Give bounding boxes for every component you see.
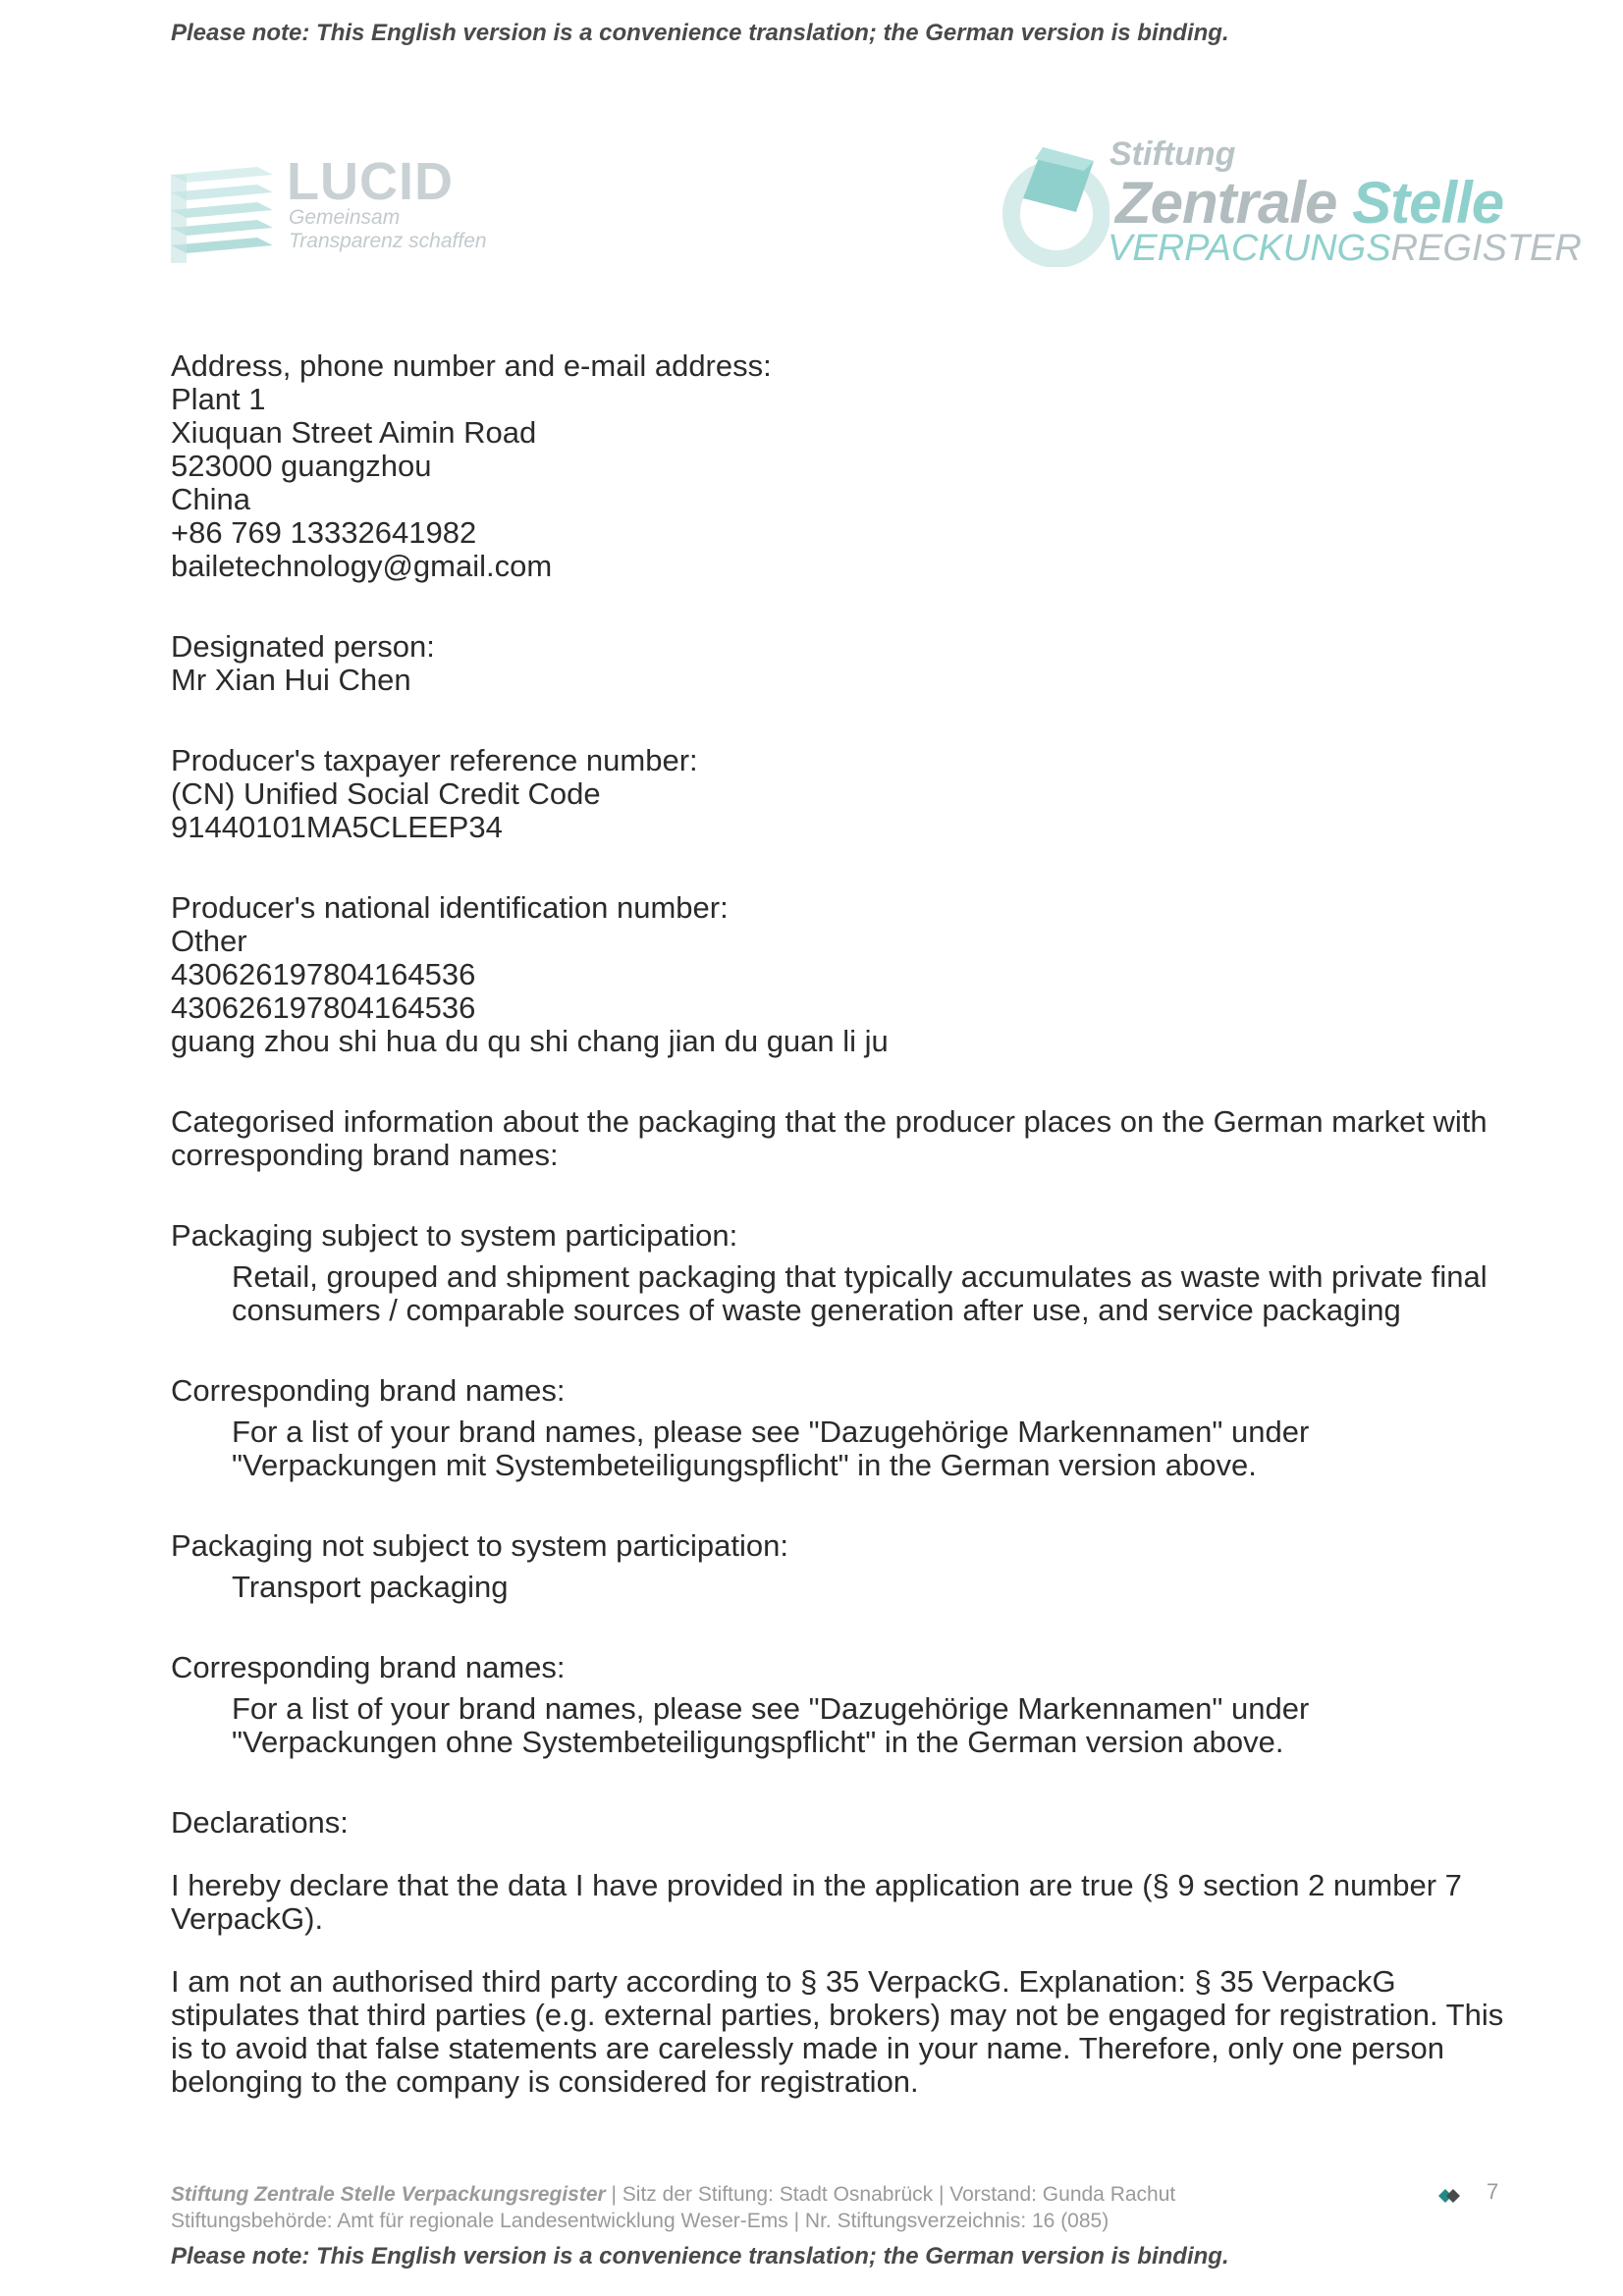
not-system-heading: Packaging not subject to system participation: — [171, 1528, 788, 1563]
national-id-section — [171, 891, 1506, 1058]
lucid-logo — [171, 152, 524, 267]
diamond-icon — [1438, 2186, 1460, 2206]
system-participation-text: consumers / comparable sources of waste generation after use, and service packaging — [232, 1293, 1401, 1327]
not-system-value: Transport packaging — [232, 1570, 509, 1604]
lucid-tagline — [289, 206, 487, 253]
brand-names-heading: Corresponding brand names: — [171, 1650, 566, 1684]
declaration-line: is to avoid that false statements are carelessly made in your name. Therefore, only one person — [171, 2031, 1444, 2065]
categorised-line: corresponding brand names: — [171, 1138, 559, 1172]
footer-org: Stiftung Zentrale Stelle Verpackungsregister — [171, 2183, 606, 2206]
zsvr-verpackungsregister — [1108, 228, 1582, 270]
brand-names-heading: Corresponding brand names: — [171, 1373, 566, 1408]
address-heading: Address, phone number and e-mail address: — [171, 348, 772, 383]
national-id-number: 430626197804164536 — [171, 957, 476, 991]
address-section — [171, 349, 1506, 583]
declaration-line: stipulates that third parties (e.g. external parties, brokers) may not be engaged for registration. This — [171, 1998, 1504, 2032]
phone-number: +86 769 13332641982 — [171, 515, 477, 550]
footer-org-details: | Sitz der Stiftung: Stadt Osnabrück | Vorstand: Gunda Rachut — [605, 2183, 1176, 2206]
binding-notice-top: Please note: This English version is a convenience translation; the German version is binding. — [171, 20, 1229, 46]
zsvr-stiftung: Stiftung — [1109, 135, 1236, 173]
brand-names-text: "Verpackungen mit Systembeteiligungspflicht" in the German version above. — [232, 1448, 1257, 1482]
zsvr-register-word: REGISTER — [1390, 228, 1582, 269]
taxpayer-number: 91440101MA5CLEEP34 — [171, 810, 503, 844]
declaration-third-party — [171, 1965, 1506, 2099]
system-participation-heading: Packaging subject to system participation: — [171, 1218, 738, 1253]
binding-notice-bottom: Please note: This English version is a convenience translation; the German version is binding. — [171, 2243, 1229, 2269]
taxpayer-heading: Producer's taxpayer reference number: — [171, 743, 698, 777]
categorised-line: Categorised information about the packaging that the producer places on the German market with — [171, 1104, 1488, 1139]
address-line: Xiuquan Street Aimin Road — [171, 415, 537, 450]
zsvr-logo — [1000, 135, 1582, 273]
footer-line-1 — [171, 2181, 1516, 2208]
zsvr-stelle-word: Stelle — [1352, 170, 1504, 236]
declaration-line: I am not an authorised third party according to § 35 VerpackG. Explanation: § 35 VerpackG — [171, 1964, 1396, 1999]
brand-names-section-1 — [171, 1374, 1506, 1482]
brand-names-text: For a list of your brand names, please see "Dazugehörige Markennamen" under — [232, 1415, 1310, 1449]
page-footer — [171, 2181, 1516, 2234]
address-line: 523000 guangzhou — [171, 449, 432, 483]
document-body — [171, 349, 1506, 2099]
declaration-line: belonging to the company is considered for registration. — [171, 2064, 919, 2099]
email-address: bailetechnology@gmail.com — [171, 549, 553, 583]
address-line: China — [171, 482, 250, 516]
zsvr-zentrale-stelle — [1115, 169, 1503, 237]
system-participation-text: Retail, grouped and shipment packaging that typically accumulates as waste with private final — [232, 1259, 1488, 1294]
declaration-line: I hereby declare that the data I have provided in the application are true (§ 9 section 2 number 7 — [171, 1868, 1462, 1902]
taxpayer-type: (CN) Unified Social Credit Code — [171, 776, 601, 811]
not-system-section — [171, 1529, 1506, 1604]
national-id-heading: Producer's national identification number: — [171, 890, 729, 925]
address-line: Plant 1 — [171, 382, 266, 416]
designated-name: Mr Xian Hui Chen — [171, 663, 411, 697]
brand-names-text: "Verpackungen ohne Systembeteiligungspflicht" in the German version above. — [232, 1725, 1284, 1759]
brand-names-text: For a list of your brand names, please see "Dazugehörige Markennamen" under — [232, 1691, 1310, 1726]
lucid-title: LUCID — [287, 152, 454, 211]
footer-line-2: Stiftungsbehörde: Amt für regionale Landesentwicklung Weser-Ems | Nr. Stiftungsverzeichnis: 16 (085) — [171, 2210, 1109, 2232]
brand-names-section-2 — [171, 1651, 1506, 1759]
designated-person-section — [171, 630, 1506, 697]
declaration-true-data — [171, 1869, 1506, 1936]
lucid-stack-icon — [171, 163, 273, 263]
zsvr-zentrale-word: Zentrale — [1115, 170, 1337, 236]
system-participation-section — [171, 1219, 1506, 1327]
zsvr-verpackungs-word: VERPACKUNGS — [1108, 228, 1391, 269]
national-id-authority: guang zhou shi hua du qu shi chang jian du guan li ju — [171, 1024, 889, 1058]
national-id-type: Other — [171, 924, 247, 958]
taxpayer-section — [171, 744, 1506, 844]
lucid-tagline-1: Gemeinsam — [289, 206, 401, 229]
categorised-info-section — [171, 1105, 1506, 1172]
lucid-tagline-2: Transparenz schaffen — [289, 230, 487, 252]
declaration-line: VerpackG). — [171, 1901, 324, 1936]
page-number: 7 — [1487, 2179, 1499, 2204]
declarations-section — [171, 1806, 1506, 2099]
designated-heading: Designated person: — [171, 629, 435, 664]
national-id-number: 430626197804164536 — [171, 990, 476, 1025]
zsvr-mark-icon — [1000, 141, 1109, 267]
declarations-heading: Declarations: — [171, 1805, 349, 1840]
